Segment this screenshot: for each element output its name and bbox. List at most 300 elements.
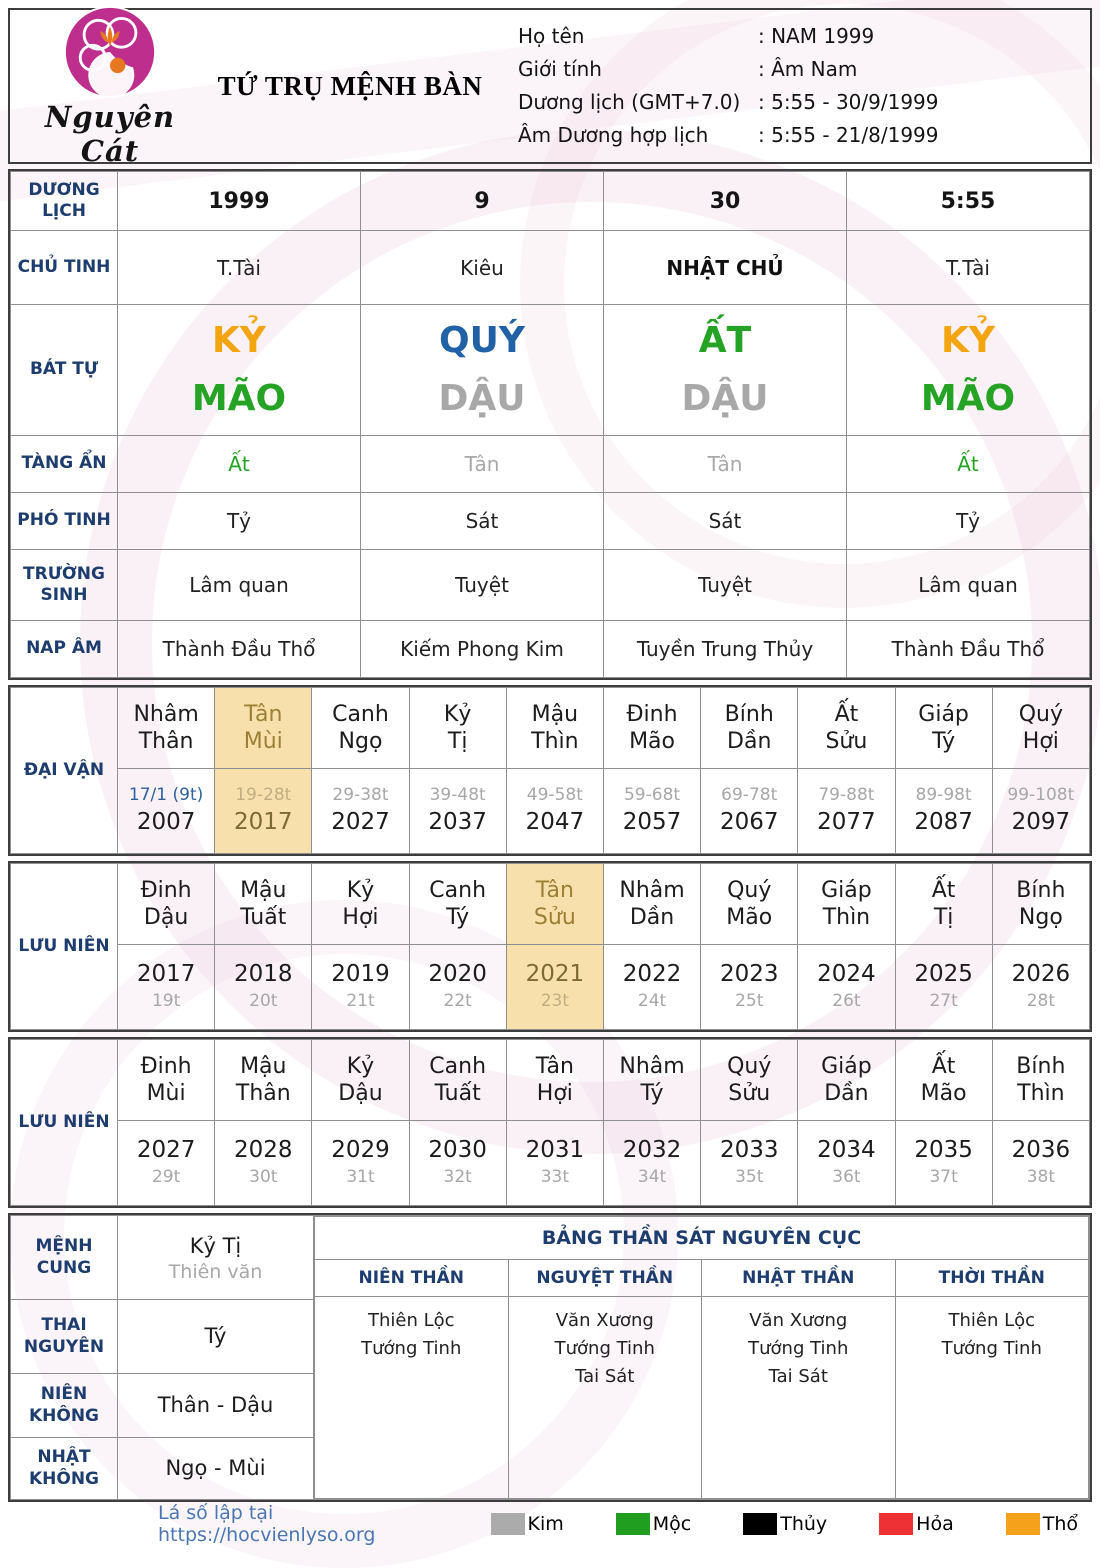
luu-nien-stem: Bính [1016, 1053, 1066, 1079]
luu-nien-year: 2028 [234, 1137, 293, 1164]
dai-van-stem: Giáp [918, 701, 969, 727]
dai-van-period [506, 769, 603, 854]
legend-item-tho [1006, 1513, 1078, 1535]
luu-nien-stem: Đinh [140, 877, 192, 903]
luu-nien-year: 2024 [817, 961, 876, 988]
luu-nien-year: 2027 [136, 1137, 196, 1164]
luu-nien-pillar [701, 864, 798, 945]
nap-am-hour: Thành Đầu Thổ [847, 621, 1090, 678]
luu-nien-pillar [992, 864, 1089, 945]
luu-nien-stem: Ất [931, 1053, 956, 1079]
solar-day: 30 [604, 172, 847, 231]
dai-van-branch: Thìn [531, 729, 579, 754]
stem-day: ẤT [698, 320, 752, 361]
profile-label: Âm Dương hợp lịch [518, 123, 709, 147]
dai-van-period [992, 769, 1089, 854]
luu-nien-pillar [215, 1040, 312, 1121]
luu-nien-branch: Tuất [240, 905, 287, 930]
dai-van-year: 2087 [914, 808, 973, 835]
luu-nien-pillar [312, 864, 409, 945]
profile-row [518, 20, 1080, 53]
luu-nien-pillar [312, 1040, 409, 1121]
destiny-table [10, 1215, 1090, 1500]
dai-van-pillar [312, 688, 409, 769]
than-sat-star: Tai Sát [768, 1365, 828, 1387]
row-label-nien-khong: NIÊN KHÔNG [11, 1374, 118, 1438]
luu-nien-year: 2026 [1011, 961, 1071, 988]
luu-nien-stem: Nhâm [619, 877, 685, 903]
dai-van-branch: Sửu [825, 729, 868, 754]
element-legend [491, 1513, 1093, 1535]
luu-nien-year: 2034 [817, 1137, 876, 1164]
dai-van-range: 79-88t [818, 785, 875, 806]
row-label-duong-lich: DƯƠNG LỊCH [11, 172, 118, 231]
luu-nien-branch: Mão [920, 1081, 967, 1106]
solar-month: 9 [361, 172, 604, 231]
luu-nien-stem: Giáp [821, 877, 872, 903]
menh-cung-value [118, 1216, 314, 1300]
luu-nien-branch: Ngọ [1018, 905, 1063, 930]
row-label-nap-am: NAP ÂM [11, 621, 118, 678]
luu-nien-age: 30t [249, 1167, 278, 1188]
luu-nien-branch: Dần [629, 905, 675, 930]
dai-van-range: 99-108t [1007, 785, 1075, 806]
luu-nien-age: 31t [346, 1167, 375, 1188]
luu-nien-branch: Thìn [1017, 1081, 1065, 1106]
luu-nien-branch: Tị [933, 905, 954, 930]
than-sat-star: Thiên Lộc [367, 1310, 455, 1331]
dai-van-branch: Mão [629, 729, 675, 754]
row-label-luu-nien: LƯU NIÊN [11, 864, 118, 1030]
dai-van-branch: Tý [932, 729, 956, 754]
four-pillars-section [8, 169, 1092, 680]
luu-nien-2-table [10, 1039, 1090, 1206]
truong-sinh-day: Tuyệt [604, 550, 847, 621]
dai-van-branch: Thân [138, 729, 194, 754]
luu-nien-year: 2018 [234, 961, 293, 988]
luu-nien-2-section [8, 1037, 1092, 1208]
luu-nien-age: 29t [151, 1167, 181, 1188]
luu-nien-year-cell [895, 1121, 992, 1206]
pillar-hour [847, 305, 1090, 436]
nhat-khong-value: Ngọ - Mùi [118, 1438, 314, 1500]
luu-nien-year-cell [798, 945, 895, 1030]
luu-nien-branch: Mùi [146, 1081, 186, 1106]
dai-van-section [8, 685, 1092, 856]
dai-van-stem: Canh [332, 701, 389, 727]
luu-nien-year: 2023 [719, 961, 779, 988]
luu-nien-age: 27t [929, 991, 958, 1012]
dai-van-branch: Mùi [243, 729, 283, 754]
legend-label: Thủy [780, 1513, 828, 1535]
luu-nien-year-cell [992, 1121, 1089, 1206]
profile-label: Giới tính [518, 57, 602, 81]
pillar-day [604, 305, 847, 436]
luu-nien-1-table [10, 863, 1090, 1030]
luu-nien-age: 24t [637, 991, 667, 1012]
luu-nien-1-section [8, 861, 1092, 1032]
luu-nien-pillar [603, 1040, 700, 1121]
dai-van-period [798, 769, 895, 854]
luu-nien-stem: Giáp [821, 1053, 872, 1079]
dai-van-pillar [506, 688, 603, 769]
luu-nien-age: 36t [832, 1167, 861, 1188]
dai-van-year: 2007 [136, 808, 196, 835]
profile-row [518, 53, 1080, 86]
legend-item-thuy [743, 1513, 827, 1535]
luu-nien-branch: Hợi [342, 905, 379, 930]
luu-nien-age: 32t [443, 1167, 472, 1188]
than-sat-cell-nhat [702, 1297, 896, 1499]
chu-tinh-hour: T.Tài [847, 231, 1090, 305]
luu-nien-pillar [215, 864, 312, 945]
branch-day: DẬU [681, 378, 769, 419]
luu-nien-age: 35t [735, 1167, 764, 1188]
luu-nien-year: 2019 [331, 961, 390, 988]
luu-nien-stem: Kỷ [346, 877, 375, 903]
legend-item-kim [491, 1513, 564, 1535]
luu-nien-year: 2020 [428, 961, 487, 988]
luu-nien-age: 21t [346, 991, 375, 1012]
luu-nien-year-cell [603, 945, 700, 1030]
dai-van-period [118, 769, 215, 854]
dai-van-pillar [603, 688, 700, 769]
row-label-chu-tinh: CHỦ TINH [11, 231, 118, 305]
stem-year: KỶ [212, 320, 266, 361]
luu-nien-year-cell [895, 945, 992, 1030]
dai-van-stem: Nhâm [133, 701, 199, 727]
moc-swatch-icon [616, 1513, 650, 1535]
stem-month: QUÝ [439, 320, 525, 361]
luu-nien-stem: Bính [1016, 877, 1066, 903]
than-sat-star: Tướng Tinh [748, 1337, 849, 1359]
luu-nien-age: 22t [443, 991, 472, 1012]
dai-van-stem: Mậu [531, 701, 579, 727]
luu-nien-stem: Quý [727, 1053, 772, 1079]
dai-van-period [603, 769, 700, 854]
dai-van-branch: Hợi [1022, 729, 1059, 754]
luu-nien-pillar [701, 1040, 798, 1121]
dai-van-period [312, 769, 409, 854]
luu-nien-age: 28t [1026, 991, 1055, 1012]
chu-tinh-month: Kiêu [361, 231, 604, 305]
luu-nien-year: 2021 [525, 961, 585, 988]
dai-van-table [10, 687, 1090, 854]
profile-row [518, 86, 1080, 119]
row-label-luu-nien: LƯU NIÊN [11, 1040, 118, 1206]
luu-nien-branch: Sửu [533, 905, 576, 930]
luu-nien-age: 20t [249, 991, 278, 1012]
row-label-menh-cung: MỆNH CUNG [11, 1216, 118, 1300]
branch-hour: MÃO [920, 378, 1016, 419]
dai-van-pillar [701, 688, 798, 769]
luu-nien-year-cell [701, 945, 798, 1030]
dai-van-year: 2027 [331, 808, 390, 835]
dai-van-year: 2097 [1011, 808, 1071, 835]
thai-nguyen-value: Tý [118, 1300, 314, 1374]
than-sat-cell-nien [315, 1297, 509, 1499]
than-sat-star: Tướng Tinh [361, 1337, 462, 1359]
than-sat-cell-nguyet [508, 1297, 702, 1499]
dai-van-stem: Ất [834, 701, 859, 727]
row-label-bat-tu: BÁT TỰ [11, 305, 118, 436]
luu-nien-year-cell [312, 945, 409, 1030]
luu-nien-branch: Tuất [434, 1081, 481, 1106]
profile-value: : 5:55 - 30/9/1999 [758, 90, 939, 114]
tang-an-year: Ất [118, 436, 361, 493]
luu-nien-year-cell [701, 1121, 798, 1206]
luu-nien-stem: Ất [931, 877, 956, 903]
dai-van-period [701, 769, 798, 854]
kim-swatch-icon [491, 1513, 525, 1535]
luu-nien-age: 25t [735, 991, 764, 1012]
than-sat-star: Tướng Tinh [941, 1337, 1042, 1359]
luu-nien-year-cell [312, 1121, 409, 1206]
luu-nien-year-cell [798, 1121, 895, 1206]
luu-nien-year-cell [992, 945, 1089, 1030]
luu-nien-pillar [409, 1040, 506, 1121]
menh-cung-sub: Thiên văn [168, 1260, 263, 1283]
destiny-section [8, 1213, 1092, 1502]
dai-van-period [409, 769, 506, 854]
luu-nien-stem: Canh [429, 1053, 487, 1079]
luu-nien-pillar [506, 1040, 603, 1121]
luu-nien-stem: Đinh [140, 1053, 192, 1079]
profile-info [500, 20, 1080, 152]
than-sat-header-thoi: THỜI THẦN [895, 1260, 1089, 1297]
profile-label: Dương lịch (GMT+7.0) [518, 90, 741, 114]
than-sat-star: Văn Xương [749, 1310, 848, 1331]
row-label-nhat-khong: NHẬT KHÔNG [11, 1438, 118, 1500]
tang-an-month: Tân [361, 436, 604, 493]
luu-nien-age: 34t [637, 1167, 667, 1188]
footer [8, 1502, 1092, 1546]
profile-value: : Âm Nam [758, 57, 858, 81]
solar-hour: 5:55 [847, 172, 1090, 231]
row-label-truong-sinh: TRƯỜNG SINH [11, 550, 118, 621]
chu-tinh-year: T.Tài [118, 231, 361, 305]
thuy-swatch-icon [743, 1513, 777, 1535]
profile-label: Họ tên [518, 24, 585, 48]
luu-nien-branch: Thìn [822, 905, 871, 930]
menh-cung-text: Kỷ Tị [189, 1234, 242, 1259]
dai-van-pillar [895, 688, 992, 769]
chu-tinh-day: NHẬT CHỦ [604, 231, 847, 305]
dai-van-period-current [215, 769, 312, 854]
luu-nien-pillar [118, 864, 215, 945]
luu-nien-year-cell [603, 1121, 700, 1206]
legend-item-moc [616, 1513, 691, 1535]
dai-van-stem: Kỷ [443, 701, 472, 727]
luu-nien-year-cell [409, 945, 506, 1030]
dai-van-year: 2017 [234, 808, 293, 835]
dai-van-range: 49-58t [526, 785, 583, 806]
luu-nien-year-cell [215, 945, 312, 1030]
luu-nien-stem: Nhâm [619, 1053, 685, 1079]
dai-van-year: 2047 [525, 808, 585, 835]
luu-nien-age: 37t [929, 1167, 958, 1188]
dai-van-pillar [409, 688, 506, 769]
header [8, 8, 1092, 168]
nap-am-month: Kiếm Phong Kim [361, 621, 604, 678]
luu-nien-year-cell [409, 1121, 506, 1206]
luu-nien-stem: Kỷ [346, 1053, 375, 1079]
luu-nien-age: 38t [1026, 1167, 1055, 1188]
luu-nien-year-cell [118, 945, 215, 1030]
dai-van-pillar [118, 688, 215, 769]
dai-van-year: 2067 [719, 808, 779, 835]
lotus-logo-icon [62, 4, 158, 100]
luu-nien-age: 33t [540, 1167, 569, 1188]
luu-nien-stem: Mậu [240, 1053, 287, 1079]
luu-nien-pillar [895, 864, 992, 945]
pillar-month [361, 305, 604, 436]
dai-van-range: 17/1 (9t) [128, 785, 204, 806]
luu-nien-stem: Tân [535, 877, 574, 903]
than-sat-star: Tướng Tinh [554, 1337, 655, 1359]
luu-nien-stem: Quý [727, 877, 772, 903]
legend-item-hoa [879, 1513, 954, 1535]
than-sat-title: BẢNG THẦN SÁT NGUYÊN CỤC [315, 1217, 1089, 1260]
dai-van-branch: Dần [727, 729, 772, 754]
than-sat-header-nguyet: NGUYỆT THẦN [508, 1260, 702, 1297]
branch-month: DẬU [438, 378, 526, 419]
legend-label: Hỏa [916, 1513, 954, 1535]
profile-row [518, 119, 1080, 152]
luu-nien-pillar [603, 864, 700, 945]
luu-nien-branch: Thân [235, 1081, 291, 1106]
luu-nien-year: 2022 [622, 961, 682, 988]
legend-label: Kim [527, 1513, 564, 1535]
luu-nien-branch: Tý [446, 905, 470, 930]
stem-hour: KỶ [941, 320, 995, 361]
tang-an-day: Tân [604, 436, 847, 493]
page-title: TỨ TRỤ MỆNH BÀN [217, 70, 483, 101]
pho-tinh-hour: Tỷ [847, 493, 1090, 550]
dai-van-stem: Quý [1018, 701, 1063, 727]
luu-nien-age: 19t [151, 991, 181, 1012]
brand-logo [20, 4, 200, 168]
legend-label: Thổ [1042, 1513, 1078, 1535]
truong-sinh-month: Tuyệt [361, 550, 604, 621]
luu-nien-stem: Mậu [240, 877, 287, 903]
luu-nien-pillar [798, 1040, 895, 1121]
legend-label: Mộc [652, 1513, 692, 1535]
luu-nien-stem: Tân [535, 1053, 574, 1079]
pho-tinh-day: Sát [604, 493, 847, 550]
than-sat-header-nhat: NHẬT THẦN [702, 1260, 896, 1297]
luu-nien-year-cell [118, 1121, 215, 1206]
nap-am-year: Thành Đầu Thổ [118, 621, 361, 678]
than-sat-header-nien: NIÊN THẦN [315, 1260, 509, 1297]
dai-van-branch: Tị [447, 729, 468, 754]
row-label-thai-nguyen: THAI NGUYÊN [11, 1300, 118, 1374]
dai-van-pillar [798, 688, 895, 769]
luu-nien-year: 2031 [525, 1137, 585, 1164]
tang-an-hour: Ất [847, 436, 1090, 493]
luu-nien-year: 2030 [428, 1137, 487, 1164]
pho-tinh-month: Sát [361, 493, 604, 550]
than-sat-star: Văn Xương [555, 1310, 654, 1331]
truong-sinh-year: Lâm quan [118, 550, 361, 621]
dai-van-range: 19-28t [235, 785, 292, 806]
branch-year: MÃO [191, 378, 287, 419]
four-pillars-table [10, 171, 1090, 678]
luu-nien-year: 2032 [622, 1137, 682, 1164]
luu-nien-branch: Dậu [143, 905, 189, 930]
luu-nien-year-cell-current [506, 945, 603, 1030]
nien-khong-value: Thân - Dậu [118, 1374, 314, 1438]
truong-sinh-hour: Lâm quan [847, 550, 1090, 621]
than-sat-star: Tai Sát [575, 1365, 635, 1387]
dai-van-period [895, 769, 992, 854]
luu-nien-branch: Mão [726, 905, 773, 930]
pho-tinh-year: Tỷ [118, 493, 361, 550]
row-label-tang-an: TÀNG ẨN [11, 436, 118, 493]
profile-value: : NAM 1999 [758, 24, 875, 48]
luu-nien-pillar [118, 1040, 215, 1121]
luu-nien-age: 23t [540, 991, 569, 1012]
row-label-dai-van: ĐẠI VẬN [11, 688, 118, 854]
luu-nien-pillar [409, 864, 506, 945]
luu-nien-year: 2029 [331, 1137, 390, 1164]
row-label-pho-tinh: PHÓ TINH [11, 493, 118, 550]
solar-year: 1999 [118, 172, 361, 231]
luu-nien-pillar [895, 1040, 992, 1121]
than-sat-star: Thiên Lộc [948, 1310, 1036, 1331]
luu-nien-branch: Dậu [338, 1081, 383, 1106]
dai-van-year: 2077 [817, 808, 876, 835]
brand-name: Nguyên Cát [44, 100, 176, 168]
luu-nien-year-cell [215, 1121, 312, 1206]
than-sat-cell-thoi [895, 1297, 1089, 1499]
luu-nien-age: 26t [832, 991, 861, 1012]
hoa-swatch-icon [879, 1513, 913, 1535]
luu-nien-branch: Hợi [536, 1081, 573, 1106]
luu-nien-year: 2025 [914, 961, 973, 988]
dai-van-range: 89-98t [915, 785, 972, 806]
luu-nien-year: 2035 [914, 1137, 973, 1164]
than-sat-table [314, 1216, 1089, 1499]
luu-nien-year: 2033 [719, 1137, 779, 1164]
dai-van-range: 69-78t [721, 785, 778, 806]
tho-swatch-icon [1006, 1513, 1040, 1535]
luu-nien-stem: Canh [429, 877, 487, 903]
dai-van-pillar-current [215, 688, 312, 769]
dai-van-branch: Ngọ [338, 729, 383, 754]
luu-nien-branch: Sửu [728, 1081, 771, 1106]
luu-nien-pillar-current [506, 864, 603, 945]
luu-nien-branch: Tý [640, 1081, 664, 1106]
dai-van-range: 29-38t [332, 785, 389, 806]
luu-nien-pillar [798, 864, 895, 945]
dai-van-stem: Đinh [626, 701, 678, 727]
dai-van-range: 39-48t [429, 785, 486, 806]
dai-van-pillar [992, 688, 1089, 769]
nap-am-day: Tuyền Trung Thủy [604, 621, 847, 678]
luu-nien-year: 2036 [1011, 1137, 1071, 1164]
luu-nien-year: 2017 [136, 961, 196, 988]
pillar-year [118, 305, 361, 436]
luu-nien-pillar [992, 1040, 1089, 1121]
dai-van-year: 2037 [428, 808, 487, 835]
profile-value: : 5:55 - 21/8/1999 [758, 123, 939, 147]
than-sat-panel [314, 1216, 1090, 1500]
credit-link[interactable]: Lá số lập tại https://hocvienlyso.org [158, 1502, 376, 1546]
dai-van-year: 2057 [622, 808, 682, 835]
dai-van-stem: Bính [724, 701, 774, 727]
dai-van-range: 59-68t [623, 785, 681, 806]
